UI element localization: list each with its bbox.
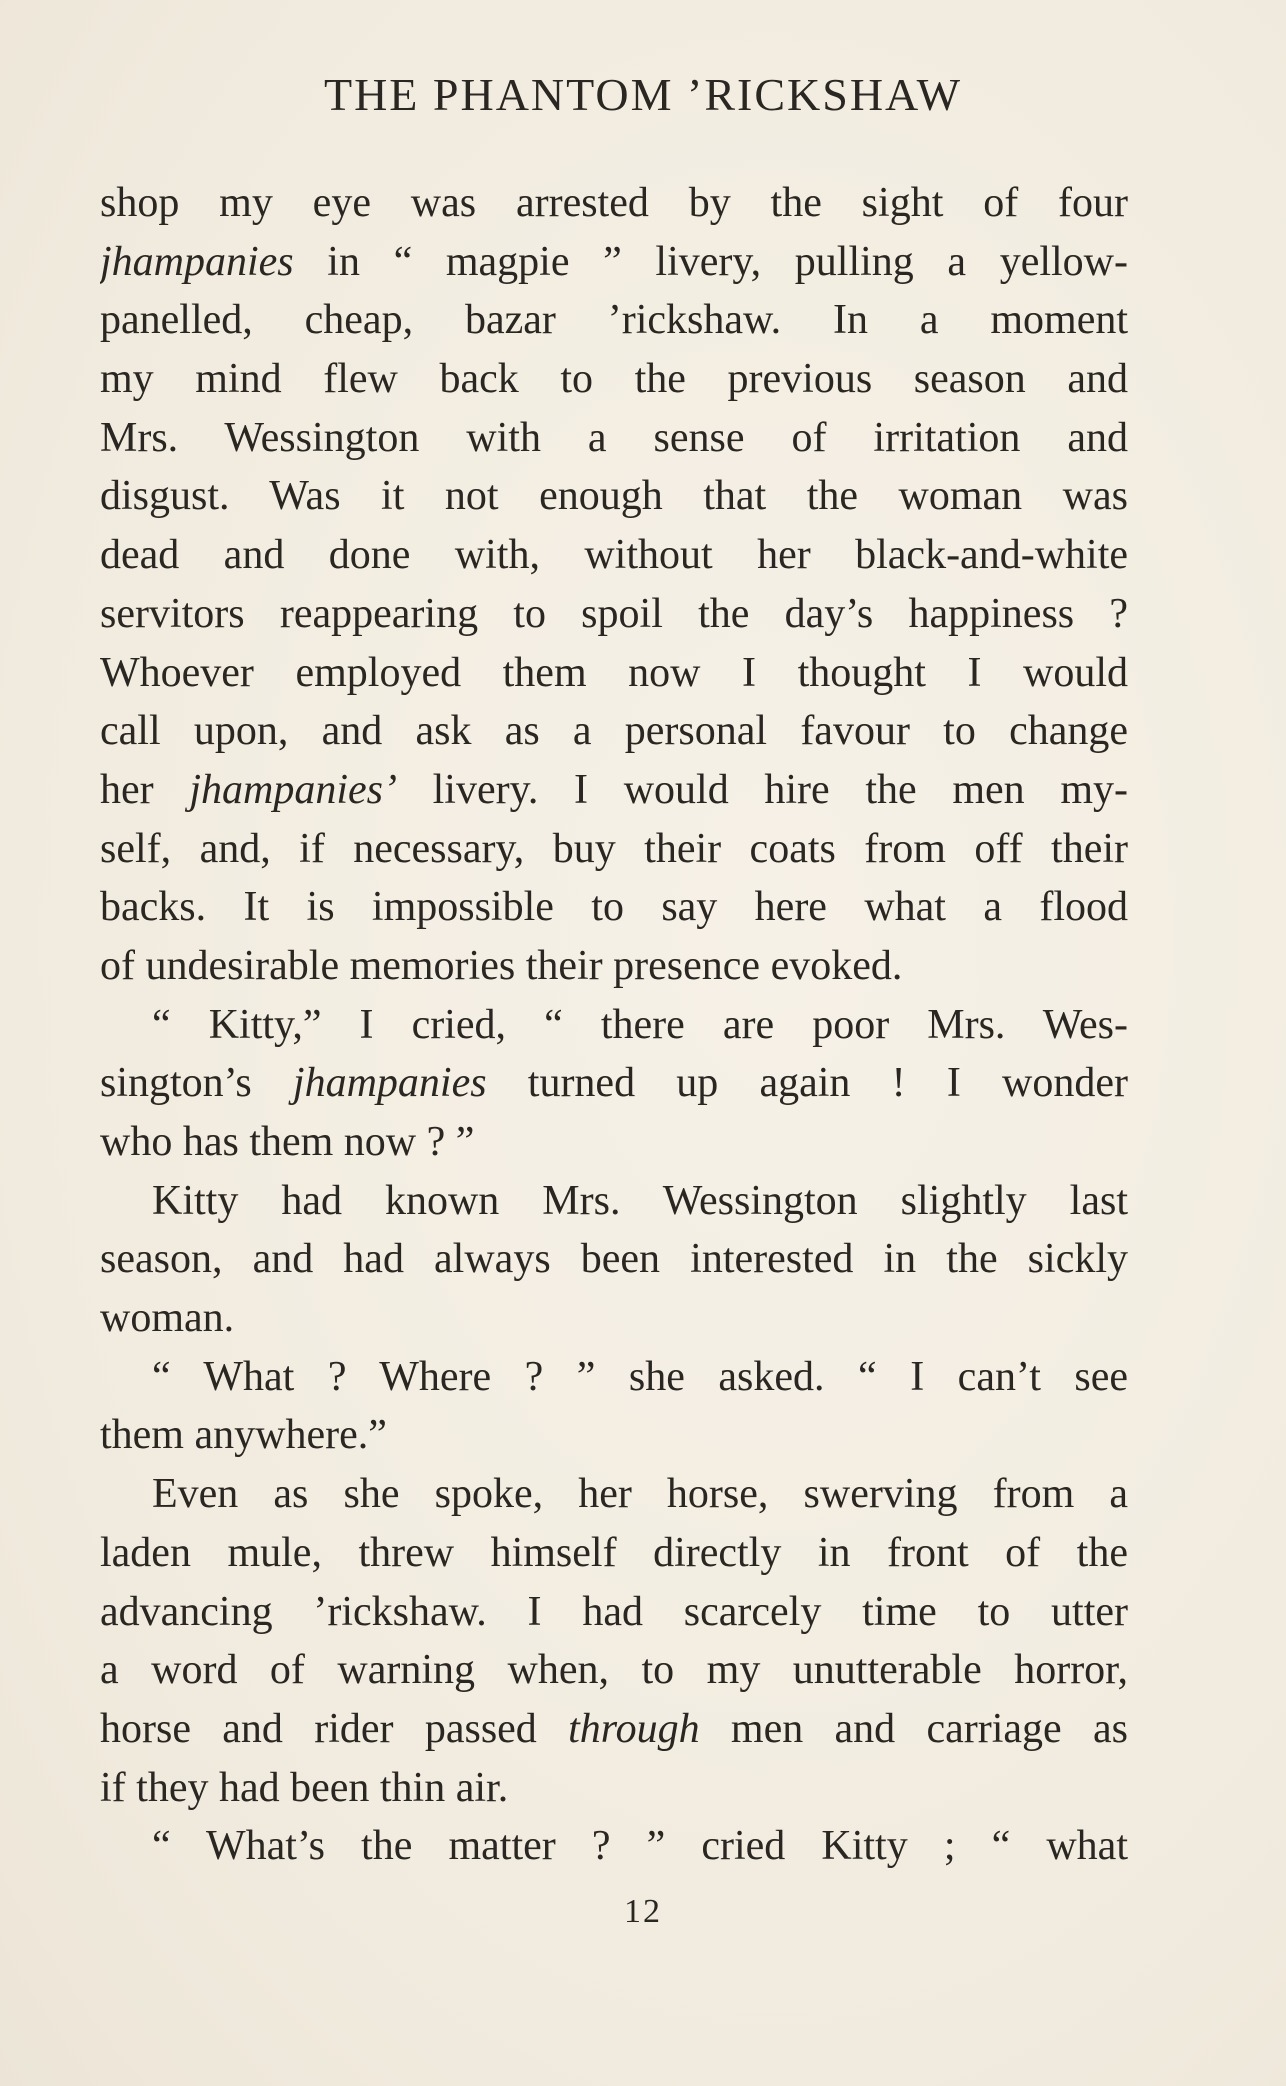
text-segment: a word of warning when, to my unutterable horror, [100, 1647, 1128, 1694]
text-line [100, 1583, 1128, 1642]
text-segment: who has them now ? ” [100, 1119, 475, 1165]
text-segment: call upon, and ask as a personal favour to change [100, 708, 1128, 755]
text-segment: “ What’s the matter ? ” cried Kitty ; “ what [152, 1823, 1128, 1870]
text-line [100, 820, 1128, 879]
italic-text: through [568, 1705, 700, 1752]
text-line [100, 1700, 1128, 1759]
text-line [100, 878, 1128, 937]
text-segment: disgust. Was it not enough that the woman was [100, 473, 1128, 520]
text-line [100, 937, 1128, 996]
text-segment: servitors reappearing to spoil the day’s happiness ? [100, 590, 1128, 637]
italic-text: jhampanies [292, 1060, 487, 1107]
text-line [100, 409, 1128, 468]
text-segment: panelled, cheap, bazar ’rickshaw. In a moment [100, 297, 1128, 344]
text-line [100, 291, 1128, 350]
text-segment: “ What ? Where ? ” she asked. “ I can’t see [152, 1353, 1128, 1400]
text-segment: men and carriage as [699, 1705, 1128, 1752]
running-head: THE PHANTOM ’RICKSHAW [323, 69, 963, 120]
text-segment: Even as she spoke, her horse, swerving from a [152, 1471, 1128, 1518]
text-segment: my mind flew back to the previous season and [100, 356, 1128, 403]
text-line [100, 1465, 1128, 1524]
text-line [100, 233, 1128, 292]
text-segment: shop my eye was arrested by the sight of four [100, 180, 1128, 226]
italic-text: jhampanies [100, 238, 294, 285]
text-segment: laden mule, threw himself directly in front of the [100, 1529, 1128, 1576]
text-line [100, 1289, 1128, 1348]
text-line [100, 644, 1128, 703]
text-segment: sington’s [100, 1060, 293, 1107]
text-line [100, 702, 1128, 761]
text-segment: them anywhere.” [100, 1412, 387, 1459]
text-segment: in “ magpie ” livery, pulling a yellow- [293, 238, 1128, 285]
text-line [100, 1759, 1128, 1818]
text-segment: Whoever employed them now I thought I would [100, 649, 1128, 696]
text-segment: backs. It is impossible to say here what a flood [100, 884, 1128, 931]
text-segment: woman. [100, 1295, 235, 1342]
text-line [100, 761, 1128, 820]
text-line [100, 1113, 1128, 1172]
text-segment: season, and had always been interested in the sickly [100, 1236, 1128, 1283]
text-segment: turned up again ! I wonder [486, 1060, 1128, 1107]
text-line [100, 350, 1128, 409]
text-segment: Mrs. Wessington with a sense of irritation and [100, 414, 1128, 461]
text-segment: horse and rider passed [100, 1705, 569, 1752]
text-segment: Kitty had known Mrs. Wessington slightly last [152, 1177, 1128, 1224]
text-line [100, 174, 1128, 233]
text-line [100, 1641, 1128, 1700]
text-segment: “ Kitty,” I cried, “ there are poor Mrs. Wes- [152, 1001, 1128, 1048]
text-line [100, 1817, 1128, 1876]
text-segment: her [100, 766, 190, 813]
text-segment: self, and, if necessary, buy their coats from off their [100, 825, 1128, 872]
text-segment: of undesirable memories their presence evoked. [100, 942, 903, 989]
text-segment: advancing ’rickshaw. I had scarcely time to utter [100, 1588, 1128, 1635]
text-line [100, 1054, 1128, 1113]
text-segment: livery. I would hire the men my- [396, 766, 1128, 813]
text-segment: dead and done with, without her black-and-white [100, 532, 1128, 579]
text-line [100, 1230, 1128, 1289]
page-number: 12 [624, 1893, 662, 1930]
text-line [100, 467, 1128, 526]
italic-text: jhampanies’ [189, 766, 397, 813]
text-segment: if they had been thin air. [100, 1764, 509, 1811]
text-line [100, 1348, 1128, 1407]
text-line [100, 1524, 1128, 1583]
text-line [100, 1172, 1128, 1231]
text-line [100, 996, 1128, 1055]
text-line [100, 526, 1128, 585]
text-line [100, 585, 1128, 644]
body-text [100, 174, 1128, 1876]
text-line [100, 1406, 1128, 1465]
